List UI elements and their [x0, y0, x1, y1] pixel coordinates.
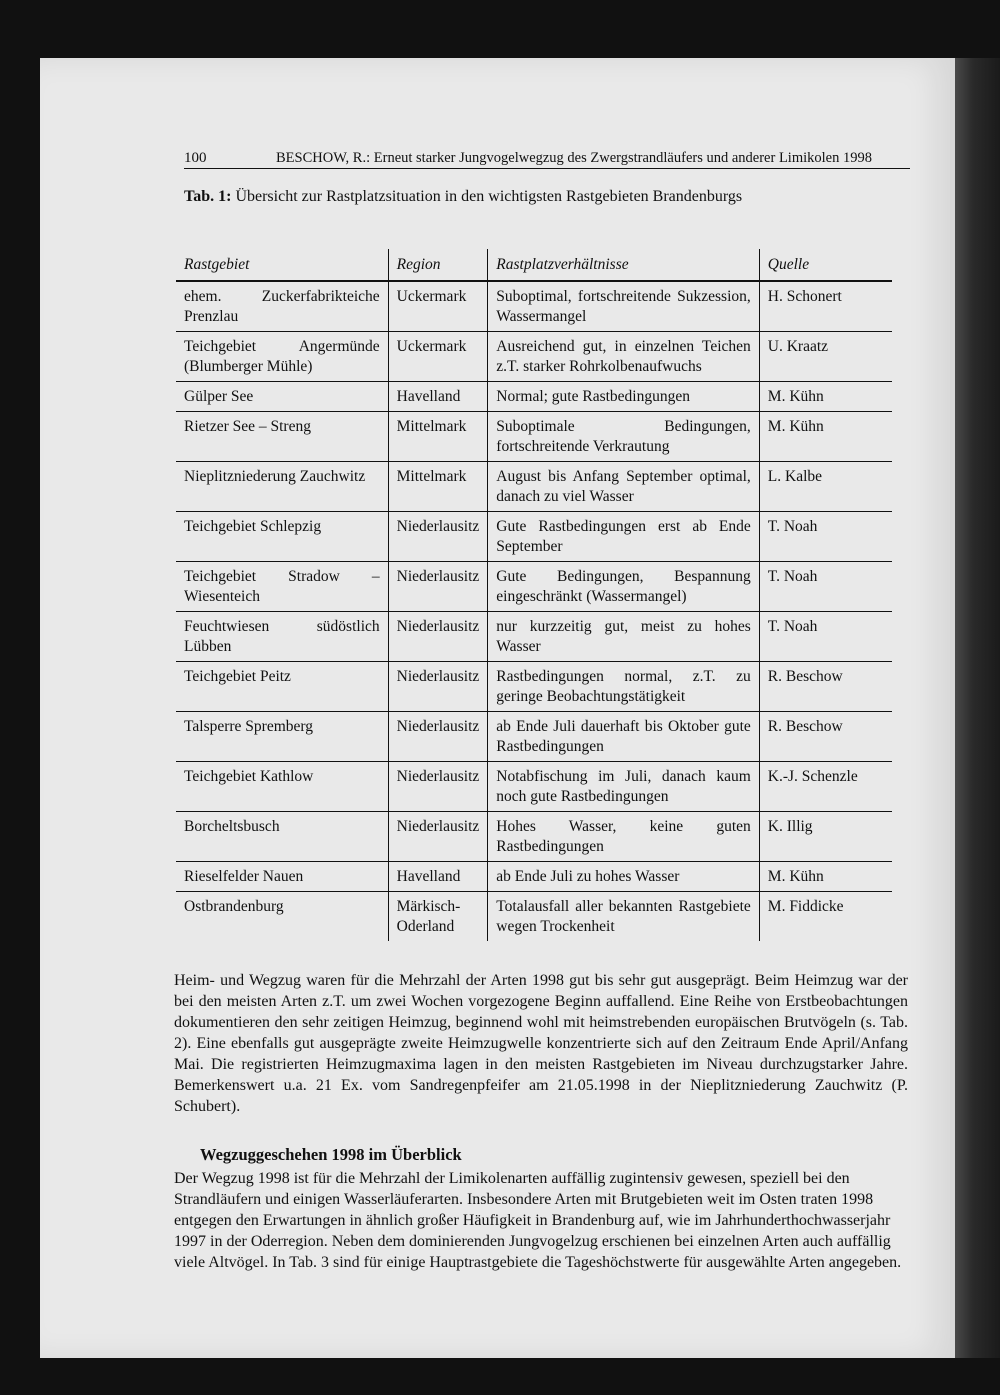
cell-quelle: T. Noah: [759, 512, 892, 562]
cell-region: Niederlausitz: [388, 762, 488, 812]
cell-quelle: T. Noah: [759, 562, 892, 612]
cell-region: Mittelmark: [388, 412, 488, 462]
table-row: [176, 382, 892, 412]
cell-rastgebiet: Teichgebiet Kathlow: [176, 762, 388, 812]
table-row: [176, 862, 892, 892]
cell-rastgebiet: Teichgebiet Stradow – Wiesenteich: [176, 562, 388, 612]
rastplatz-table: [176, 249, 892, 941]
table-row: [176, 892, 892, 942]
table-row: [176, 712, 892, 762]
cell-verhaeltnisse: Gute Bedingungen, Bespannung eingeschränkt (Wassermangel): [488, 562, 760, 612]
col-header-verhaeltnisse: Rastplatzverhältnisse: [488, 249, 760, 281]
cell-verhaeltnisse: Gute Rastbedingungen erst ab Ende September: [488, 512, 760, 562]
cell-region: Niederlausitz: [388, 812, 488, 862]
table-header-row: [176, 249, 892, 281]
cell-region: Niederlausitz: [388, 512, 488, 562]
cell-rastgebiet: Talsperre Spremberg: [176, 712, 388, 762]
table-row: [176, 662, 892, 712]
table-row: [176, 281, 892, 332]
cell-quelle: K. Illig: [759, 812, 892, 862]
col-header-region: Region: [388, 249, 488, 281]
cell-region: Uckermark: [388, 281, 488, 332]
table-caption: [184, 188, 742, 206]
table-row: [176, 562, 892, 612]
cell-rastgebiet: Ostbrandenburg: [184, 898, 284, 915]
table-row: [176, 762, 892, 812]
cell-verhaeltnisse: Ausreichend gut, in einzelnen Teichen z.T. starker Rohrkolbenaufwuchs: [488, 332, 760, 382]
table-row: [176, 462, 892, 512]
col-header-quelle: Quelle: [759, 249, 892, 281]
section-heading: Wegzuggeschehen 1998 im Überblick: [200, 1145, 462, 1164]
cell-quelle: T. Noah: [759, 612, 892, 662]
cell-quelle: M. Kühn: [759, 382, 892, 412]
cell-rastgebiet: Rieselfelder Nauen: [176, 862, 388, 892]
table-row: [176, 412, 892, 462]
cell-rastgebiet: ehem. Zuckerfabrikteiche Prenzlau: [176, 281, 388, 332]
cell-rastgebiet: Feuchtwiesen südöstlich Lübben: [176, 612, 388, 662]
cell-rastgebiet: Teichgebiet Peitz: [176, 662, 388, 712]
body-paragraph-wegzug: Der Wegzug 1998 ist für die Mehrzahl der Limikolenarten auffällig zugintensiv gewesen, speziell bei den Strandläufern und einigen Wasserläuferarten. Insbesondere Arten mit Brutgebieten weit im Osten traten 1998 entgegen den Erwartungen in ähnlich großer Häufigkeit in Brandenburg auf, wie im Jahrhunderthochwasserjahr 1997 in der Oderregion. Neben dem dominierenden Jungvogelzug erschienen bei einzelnen Arten auch auffällig viele Altvögel. In Tab. 3 sind für einige Hauptrastgebiete die Tageshöchstwerte für ausgewählte Arten angegeben.: [174, 1170, 902, 1271]
table-row: [176, 512, 892, 562]
table-caption-text: Übersicht zur Rastplatzsituation in den wichtigsten Rastgebieten Brandenburgs: [235, 188, 743, 205]
col-header-rastgebiet: Rastgebiet: [176, 249, 388, 281]
cell-region: Märkisch-Oderland: [388, 892, 488, 942]
cell-quelle: M. Kühn: [759, 862, 892, 892]
table-body: [176, 281, 892, 941]
book-spine: [955, 58, 1000, 1358]
cell-quelle: R. Beschow: [759, 712, 892, 762]
cell-region: Niederlausitz: [388, 712, 488, 762]
cell-verhaeltnisse: Rastbedingungen normal, z.T. zu geringe Beobachtungstätigkeit: [488, 662, 760, 712]
cell-verhaeltnisse: August bis Anfang September optimal, danach zu viel Wasser: [488, 462, 760, 512]
cell-quelle: U. Kraatz: [759, 332, 892, 382]
cell-region: Niederlausitz: [388, 562, 488, 612]
cell-region: Mittelmark: [388, 462, 488, 512]
cell-quelle: M. Kühn: [759, 412, 892, 462]
cell-verhaeltnisse: ab Ende Juli zu hohes Wasser: [488, 862, 760, 892]
cell-rastgebiet: Gülper See: [176, 382, 388, 412]
cell-region: Niederlausitz: [388, 662, 488, 712]
table-row: [176, 332, 892, 382]
cell-rastgebiet: Borcheltsbusch: [176, 812, 388, 862]
cell-verhaeltnisse: Hohes Wasser, keine guten Rastbedingungen: [488, 812, 760, 862]
cell-rastgebiet: Teichgebiet Schlepzig: [176, 512, 388, 562]
cell-quelle: M. Fiddicke: [759, 892, 892, 942]
cell-rastgebiet: Nieplitzniederung Zauchwitz: [176, 462, 388, 512]
table-row: [176, 812, 892, 862]
running-title: BESCHOW, R.: Erneut starker Jungvogelwegzug des Zwergstrandläufers und anderer Limikolen 1998: [276, 150, 872, 166]
cell-region: Uckermark: [388, 332, 488, 382]
cell-verhaeltnisse: Suboptimale Bedingungen, fortschreitende Verkrautung: [488, 412, 760, 462]
cell-verhaeltnisse: Notabfischung im Juli, danach kaum noch gute Rastbedingungen: [488, 762, 760, 812]
cell-quelle: R. Beschow: [759, 662, 892, 712]
table-caption-label: Tab. 1:: [184, 188, 232, 205]
body-paragraph-heimzug: Heim- und Wegzug waren für die Mehrzahl der Arten 1998 gut bis sehr gut ausgeprägt. Beim Heimzug war der bei den meisten Arten z.T. um zwei Wochen vorgezogene Beginn auffallend. Eine Reihe von Erstbeobachtungen dokumentieren den sehr zeitigen Heimzug, beginnend wohl mit heimstrebenden europäischen Brutvögeln (s. Tab. 2). Eine ebenfalls gut ausgeprägte zweite Heimzugwelle konzentrierte sich auf den Zeitraum Ende April/Anfang Mai. Die registrierten Heimzugmaxima lagen in den meisten Rastgebieten im Niveau durchzugstarker Jahre. Bemerkenswert u.a. 21 Ex. vom Sandregenpfeifer am 21.05.1998 in der Nieplitzniederung Zauchwitz (P. Schubert).: [174, 972, 908, 1115]
cell-verhaeltnisse: ab Ende Juli dauerhaft bis Oktober gute Rastbedingungen: [488, 712, 760, 762]
cell-verhaeltnisse: Suboptimal, fortschreitende Sukzession, Wassermangel: [488, 281, 760, 332]
cell-quelle: L. Kalbe: [759, 462, 892, 512]
cell-quelle: H. Schonert: [759, 281, 892, 332]
cell-region: Havelland: [388, 862, 488, 892]
table-row: [176, 612, 892, 662]
cell-region: Havelland: [388, 382, 488, 412]
cell-quelle: K.-J. Schenzle: [759, 762, 892, 812]
cell-verhaeltnisse: Normal; gute Rastbedingungen: [488, 382, 760, 412]
cell-rastgebiet: Rietzer See – Streng: [176, 412, 388, 462]
cell-rastgebiet: Teichgebiet Angermünde (Blumberger Mühle): [176, 332, 388, 382]
cell-verhaeltnisse: Totalausfall aller bekannten Rastgebiete wegen Trockenheit: [488, 892, 760, 942]
cell-verhaeltnisse: nur kurzzeitig gut, meist zu hohes Wasser: [488, 612, 760, 662]
cell-region: Niederlausitz: [388, 612, 488, 662]
running-header: [184, 148, 910, 169]
page-number: 100: [184, 150, 207, 166]
